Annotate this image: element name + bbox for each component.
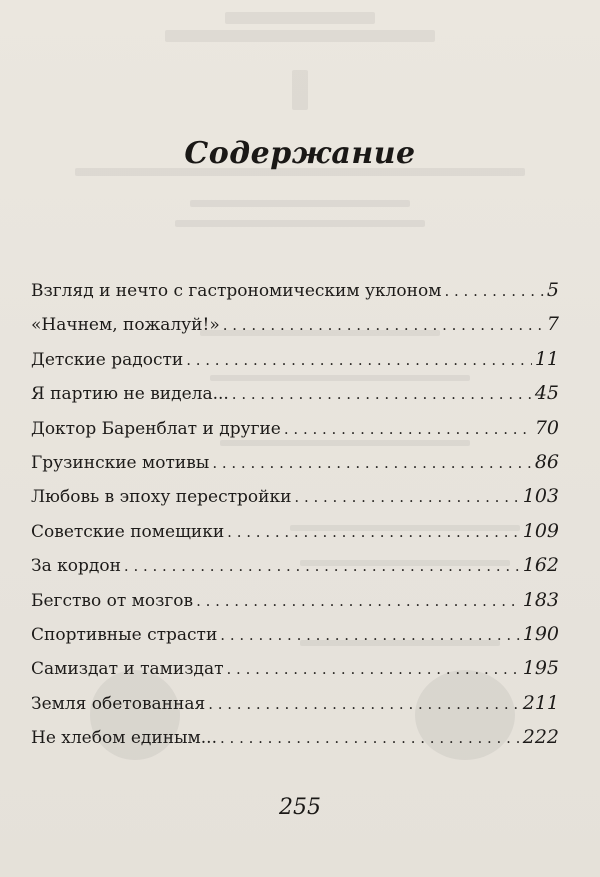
toc-entry bbox=[31, 624, 559, 658]
toc-leader-dots bbox=[124, 556, 520, 576]
toc-entry-page: 5 bbox=[546, 279, 559, 301]
toc-entry-page: 70 bbox=[534, 416, 559, 439]
toc-entry-page: 86 bbox=[534, 450, 559, 473]
toc-entry-title: Детские радости bbox=[31, 349, 184, 370]
toc-entry-title: Спортивные страсти bbox=[31, 624, 218, 645]
toc-leader-dots bbox=[227, 659, 520, 679]
toc-entry-title: «Начнем, пожалуй!» bbox=[31, 315, 220, 336]
toc-entry-page: 183 bbox=[522, 588, 559, 611]
toc-leader-dots bbox=[196, 591, 520, 611]
toc-entry-title: Советские помещики bbox=[31, 521, 225, 542]
toc-leader-dots bbox=[223, 315, 544, 335]
toc-leader-dots bbox=[227, 522, 520, 542]
toc-entry-title: Доктор Баренблат и другие bbox=[31, 418, 281, 439]
toc-entry bbox=[31, 349, 559, 383]
toc-entry-title: Взгляд и нечто с гастрономическим уклоном bbox=[31, 281, 442, 301]
toc-leader-dots bbox=[220, 625, 519, 645]
toc-entry bbox=[31, 314, 559, 348]
toc-entry-page: 103 bbox=[522, 485, 559, 508]
toc-entry-page: 11 bbox=[534, 347, 559, 370]
toc-leader-dots bbox=[232, 384, 532, 404]
toc-leader-dots bbox=[294, 487, 519, 507]
toc-entry bbox=[31, 693, 559, 727]
toc-entry-page: 162 bbox=[522, 554, 559, 577]
toc-entry bbox=[31, 658, 559, 692]
toc-entry-page: 222 bbox=[522, 726, 559, 749]
toc-leader-dots bbox=[186, 350, 532, 370]
toc-entry-page: 190 bbox=[522, 622, 559, 645]
toc-entry-title: Земля обетованная bbox=[31, 693, 206, 714]
toc-entry bbox=[31, 280, 559, 314]
toc-entry-title: Бегство от мозгов bbox=[31, 590, 194, 611]
toc-leader-dots bbox=[208, 694, 520, 714]
toc-entry-page: 7 bbox=[546, 313, 559, 336]
toc-entry bbox=[31, 521, 559, 555]
toc-entry bbox=[31, 590, 559, 624]
toc-leader-dots bbox=[212, 453, 532, 473]
page-number: 255 bbox=[279, 795, 321, 820]
contents-heading: Содержание bbox=[184, 136, 416, 171]
toc-leader-dots bbox=[284, 419, 532, 439]
toc-entry-title: Самиздат и тамиздат bbox=[31, 659, 224, 680]
toc-entry-page: 109 bbox=[522, 519, 559, 542]
toc-entry bbox=[31, 383, 559, 417]
table-of-contents bbox=[31, 280, 559, 761]
toc-entry-page: 195 bbox=[522, 657, 559, 680]
toc-entry-title: Не хлебом единым... bbox=[31, 728, 217, 749]
toc-entry bbox=[31, 727, 559, 761]
toc-leader-dots bbox=[220, 728, 520, 748]
toc-entry-title: Грузинские мотивы bbox=[31, 452, 210, 473]
toc-entry bbox=[31, 486, 559, 520]
toc-entry-title: Любовь в эпоху перестройки bbox=[31, 487, 292, 508]
toc-entry-title: За кордон bbox=[31, 556, 121, 577]
toc-entry-title: Я партию не видела... bbox=[31, 384, 229, 405]
toc-leader-dots bbox=[444, 281, 543, 301]
toc-entry-page: 211 bbox=[522, 691, 559, 714]
toc-entry bbox=[31, 452, 559, 486]
toc-entry bbox=[31, 418, 559, 452]
toc-entry-page: 45 bbox=[534, 382, 559, 405]
toc-entry bbox=[31, 555, 559, 589]
